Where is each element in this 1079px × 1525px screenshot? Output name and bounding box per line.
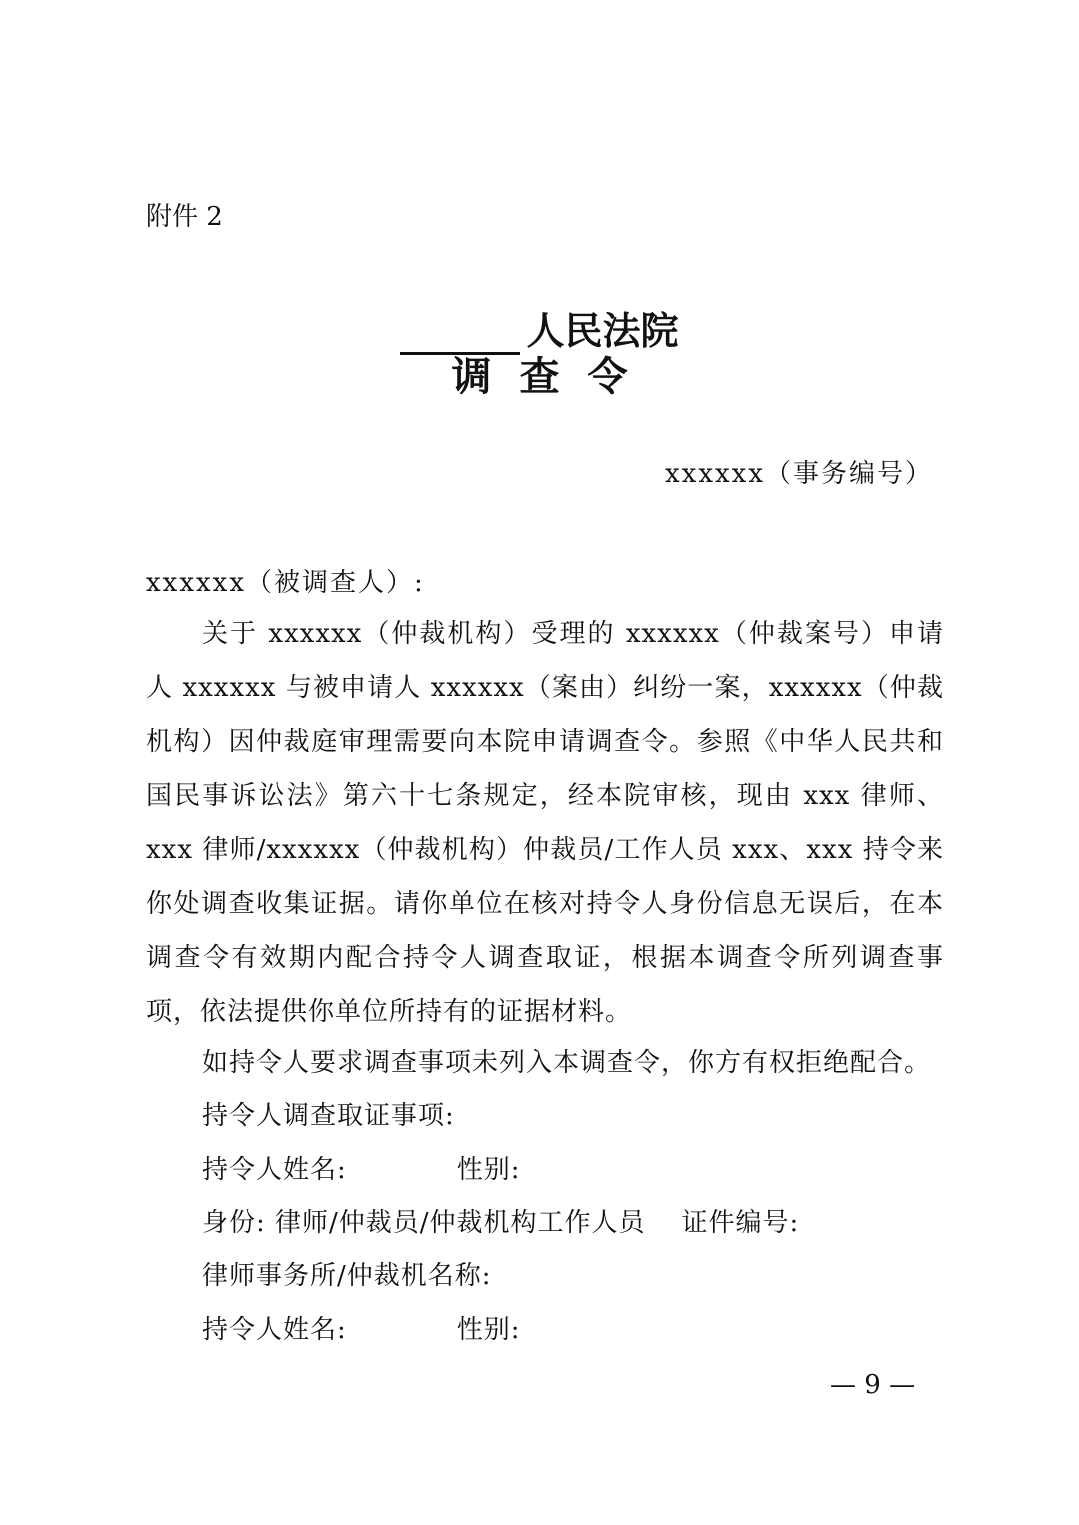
cert-number-label: 证件编号: — [681, 1208, 800, 1238]
holder-name-label: 持令人姓名: — [202, 1155, 347, 1185]
law-firm-row: 律师事务所/仲裁机名称: — [202, 1261, 492, 1291]
identity-row — [202, 1202, 799, 1239]
case-number: xxxxxx（事务编号） — [665, 459, 933, 489]
annex-label: 附件 2 — [146, 202, 223, 232]
page-number: — 9 — — [830, 1370, 916, 1400]
refusal-paragraph: 如持令人要求调查事项未列入本调查令，你方有权拒绝配合。 — [202, 1048, 932, 1078]
holder-gender-label: 性别: — [456, 1155, 521, 1185]
holder-name-label: 持令人姓名: — [202, 1315, 347, 1345]
court-suffix: 人民法院 — [526, 308, 679, 353]
holder-items-label: 持令人调查取证事项: — [202, 1101, 455, 1131]
holder-gender-label: 性别: — [456, 1315, 521, 1345]
addressee: xxxxxx（被调查人）: — [146, 568, 425, 598]
document-type-title: 调查令 — [451, 353, 656, 400]
identity-label: 身份: 律师/仲裁员/仲裁机构工作人员 — [202, 1208, 646, 1238]
holder-info-row-2 — [202, 1309, 521, 1346]
holder-info-row-1 — [202, 1149, 521, 1186]
main-paragraph: 关于 xxxxxx（仲裁机构）受理的 xxxxxx（仲裁案号）申请人 xxxxxx 与被申请人 xxxxxx（案由）纠纷一案，xxxxxx（仲裁机构）因仲裁庭审理需要向本院申请调查令。参照《中华人民共和国民事诉讼法》第六十七条规定，经本院审核，现由 xxx 律师、xxx 律师/xxxxxx（仲裁机构）仲裁员/工作人员 xxx、xxx 持令来你处调查收集证据。请你单位在核对持令人身份信息无误后，在本调查令有效期内配合持令人调查取证，根据本调查令所列调查事项，依法提供你单位所持有的证据材料。 — [146, 619, 944, 1027]
